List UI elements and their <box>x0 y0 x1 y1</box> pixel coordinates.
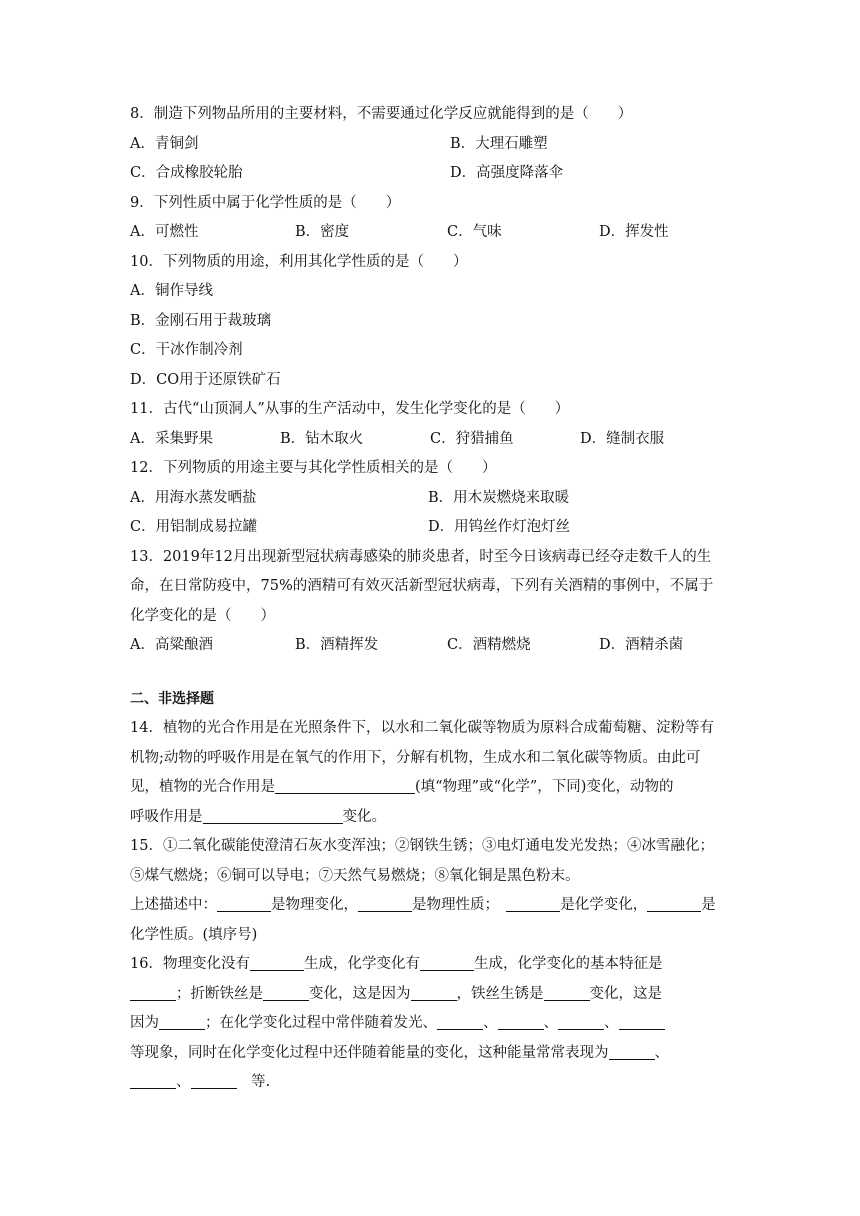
text-segment: 、 <box>654 1044 669 1061</box>
question-12-options-row-2 <box>130 513 750 543</box>
option-b[interactable]: B．酒精挥发 <box>295 637 379 653</box>
answer-blank-2[interactable] <box>203 809 343 824</box>
option-b[interactable]: B．密度 <box>295 224 350 240</box>
text-segment: (填“物理”或“化学”，下同)变化，动物的 <box>415 779 674 795</box>
option-d[interactable]: D．酒精杀菌 <box>599 637 684 653</box>
question-15-line-3 <box>130 891 750 921</box>
option-d[interactable]: D．高强度降落伞 <box>450 165 564 181</box>
answer-blank[interactable] <box>558 1015 604 1030</box>
text-segment: ；在化学变化过程中常伴随着发光、 <box>205 1015 437 1031</box>
answer-blank[interactable] <box>498 1015 544 1030</box>
text-segment: 、 <box>543 1015 558 1031</box>
question-9-stem: 9．下列性质中属于化学性质的是（ ） <box>130 194 401 211</box>
option-a[interactable]: A．铜作导线 <box>130 283 213 299</box>
text-segment: 是物理变化， <box>271 897 358 913</box>
section-title: 二、非选择题 <box>130 690 214 707</box>
text-segment: ，铁丝生锈是 <box>456 985 544 1002</box>
answer-blank-4[interactable] <box>647 897 701 912</box>
text-segment: 是 <box>701 897 716 913</box>
exam-page <box>130 100 750 1098</box>
answer-blank-1[interactable] <box>217 897 271 912</box>
text-segment: 生成，化学变化的基本特征是 <box>473 956 663 972</box>
question-12-stem: 12．下列物质的用途主要与其化学性质相关的是（ ） <box>130 460 497 476</box>
text-segment: 16．物理变化没有 <box>130 956 250 972</box>
option-d[interactable]: D．缝制衣服 <box>580 430 665 447</box>
text-segment: 、 <box>483 1015 498 1031</box>
question-10-stem: 10．下列物质的用途，利用其化学性质的是（ ） <box>130 253 468 270</box>
question-8-options-row-1 <box>130 130 750 160</box>
question-13-stem-line-2: 命，在日常防疫中，75%的酒精可有效灭活新型冠状病毒，下列有关酒精的事例中，不属于 <box>130 578 714 594</box>
answer-blank[interactable] <box>609 1045 655 1060</box>
question-16-line-5 <box>130 1068 750 1098</box>
question-14-line-1: 14．植物的光合作用是在光照条件下，以水和二氧化碳等物质为原料合成葡萄糖、淀粉等有 <box>130 720 714 736</box>
option-c[interactable]: C．酒精燃烧 <box>447 637 531 653</box>
option-d[interactable]: D．CO用于还原铁矿石 <box>130 371 281 388</box>
question-15-line-1: 15．①二氧化碳能使澄清石灰水变浑浊；②钢铁生锈；③电灯通电发光发热；④冰雪融化； <box>130 838 714 854</box>
option-c[interactable]: C．气味 <box>447 224 502 240</box>
answer-blank-2[interactable] <box>358 897 412 912</box>
answer-blank[interactable] <box>420 956 474 971</box>
option-b[interactable]: B．钻木取火 <box>280 430 364 447</box>
answer-blank[interactable] <box>130 986 176 1001</box>
text-segment: ；折断铁丝是 <box>176 985 263 1002</box>
text-segment: 变化，这是因为 <box>309 985 411 1002</box>
question-14-line-3 <box>130 773 750 803</box>
option-d[interactable]: D．用钨丝作灯泡灯丝 <box>428 519 571 535</box>
question-13-stem-line-1: 13．2019年12月出现新型冠状病毒感染的肺炎患者，时至今日该病毒已经夺走数千人的生 <box>130 548 712 565</box>
question-16-line-3 <box>130 1009 750 1039</box>
option-d[interactable]: D．挥发性 <box>599 224 669 240</box>
answer-blank-3[interactable] <box>506 897 560 912</box>
text-segment: 见，植物的光合作用是 <box>130 779 275 795</box>
section-spacer <box>130 661 750 685</box>
text-segment: 等现象，同时在化学变化过程中还伴随着能量的变化，这种能量常常表现为 <box>130 1044 609 1061</box>
text-segment: 变化。 <box>342 808 386 825</box>
option-b[interactable]: B．用木炭燃烧来取暖 <box>428 489 570 506</box>
question-15-line-4: 化学性质。(填序号) <box>130 926 258 943</box>
option-a[interactable]: A．青铜剑 <box>130 135 199 152</box>
text-segment: 、 <box>176 1074 191 1090</box>
question-13-options <box>130 631 750 661</box>
text-segment: 生成，化学变化有 <box>303 956 420 972</box>
answer-blank[interactable] <box>411 986 457 1001</box>
answer-blank[interactable] <box>437 1015 483 1030</box>
question-11-options <box>130 425 750 455</box>
text-segment: 、 <box>604 1015 619 1031</box>
question-14-line-2: 机物;动物的呼吸作用是在氧气的作用下，分解有机物，生成水和二氧化碳等物质。由此可 <box>130 749 701 766</box>
question-8-stem: 8．制造下列物品所用的主要材料，不需要通过化学反应就能得到的是（ ） <box>130 106 633 122</box>
answer-blank[interactable] <box>619 1015 665 1030</box>
answer-blank[interactable] <box>159 1015 205 1030</box>
question-16-line-2 <box>130 980 750 1010</box>
option-b[interactable]: B．大理石雕塑 <box>450 135 548 152</box>
question-11-stem: 11．古代“山顶洞人”从事的生产活动中，发生化学变化的是（ ） <box>130 401 570 417</box>
option-c[interactable]: C．合成橡胶轮胎 <box>130 165 243 181</box>
answer-blank[interactable] <box>544 986 590 1001</box>
text-segment: 上述描述中： <box>130 897 217 913</box>
option-c[interactable]: C．干冰作制冷剂 <box>130 342 243 358</box>
answer-blank-1[interactable] <box>275 779 415 794</box>
option-a[interactable]: A．采集野果 <box>130 430 213 447</box>
text-segment: 变化，这是 <box>589 985 662 1002</box>
option-c[interactable]: C．狩猎捕鱼 <box>430 430 514 447</box>
text-segment: 是物理性质； <box>412 897 507 913</box>
question-14-line-4 <box>130 803 750 833</box>
question-9-options <box>130 218 750 248</box>
answer-blank[interactable] <box>191 1074 237 1089</box>
text-segment: 呼吸作用是 <box>130 808 203 825</box>
question-12-options-row-1 <box>130 484 750 514</box>
question-15-line-2: ⑤煤气燃烧；⑥铜可以导电；⑦天然气易燃烧；⑧氧化铜是黑色粉末。 <box>130 867 580 884</box>
answer-blank[interactable] <box>250 956 304 971</box>
question-8-options-row-2 <box>130 159 750 189</box>
question-16-line-4 <box>130 1039 750 1069</box>
text-segment: 因为 <box>130 1015 159 1031</box>
answer-blank[interactable] <box>130 1074 176 1089</box>
question-16-line-1 <box>130 950 750 980</box>
option-a[interactable]: A．用海水蒸发晒盐 <box>130 489 257 506</box>
answer-blank[interactable] <box>263 986 309 1001</box>
option-b[interactable]: B．金刚石用于裁玻璃 <box>130 312 272 329</box>
text-segment: 是化学变化， <box>560 897 648 913</box>
option-c[interactable]: C．用铝制成易拉罐 <box>130 519 258 535</box>
option-a[interactable]: A．可燃性 <box>130 224 199 240</box>
text-segment: 等. <box>236 1074 271 1090</box>
question-13-stem-line-3: 化学变化的是（ ） <box>130 607 275 624</box>
option-a[interactable]: A．高粱酿酒 <box>130 637 213 653</box>
